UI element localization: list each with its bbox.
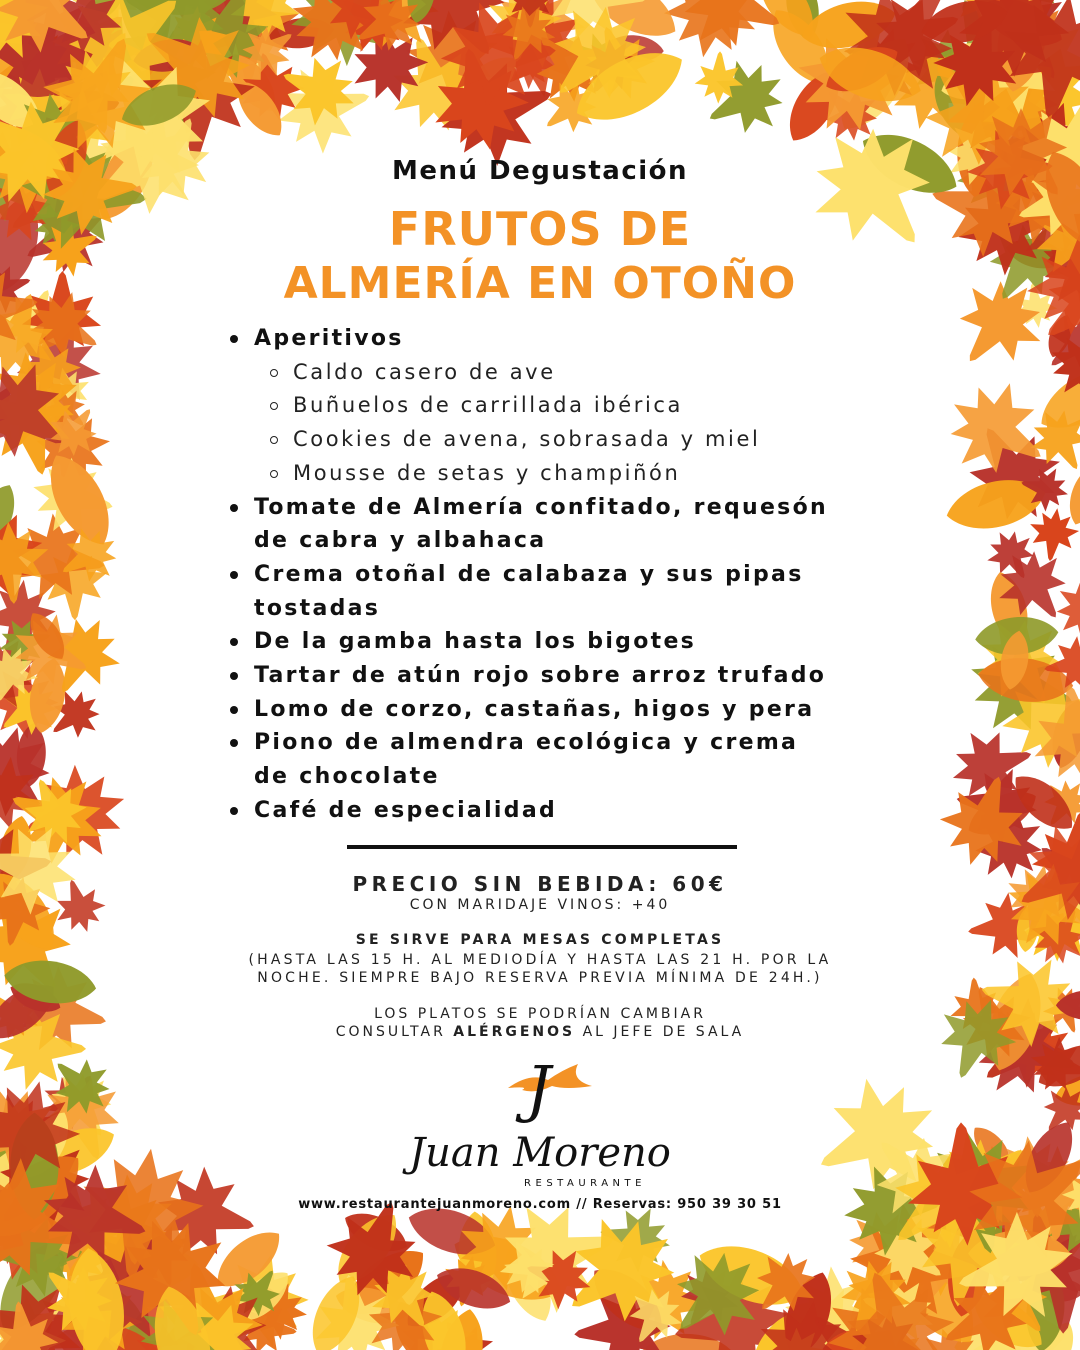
- sub-bullet-icon: [270, 402, 278, 410]
- aperitivo-label: Buñuelos de carrillada ibérica: [293, 393, 684, 418]
- aperitivo-item: [230, 423, 880, 457]
- dish-line: Lomo de corzo, castañas, higos y pera: [254, 696, 815, 722]
- bullet-icon: [230, 706, 238, 714]
- allergens-note: [0, 1024, 1080, 1040]
- menu-title-line2: ALMERÍA EN OTOÑO: [283, 258, 797, 309]
- allergens-word: ALÉRGENOS: [453, 1024, 576, 1040]
- menu-item-dish: [230, 625, 880, 659]
- aperitivo-item: [230, 356, 880, 390]
- restaurant-logo-icon: [500, 1050, 600, 1125]
- restaurant-name: Juan Moreno: [409, 1130, 671, 1176]
- aperitivo-label: Mousse de setas y champiñón: [293, 460, 681, 485]
- restaurant-subtitle: RESTAURANTE: [524, 1178, 646, 1189]
- service-title: SE SIRVE PARA MESAS COMPLETAS: [355, 932, 725, 948]
- bullet-icon: [230, 739, 238, 747]
- bullet-icon: [230, 571, 238, 579]
- divider: [347, 845, 737, 849]
- aperitivo-label: Caldo casero de ave: [293, 359, 556, 384]
- allergens-suffix: AL JEFE DE SALA: [582, 1024, 745, 1040]
- dish-line: Crema otoñal de calabaza y sus pipas: [254, 561, 804, 587]
- menu-item-label: Aperitivos: [254, 326, 404, 351]
- menu-item-dish: [230, 794, 880, 828]
- service-hours-line2: NOCHE. SIEMPRE BAJO RESERVA PREVIA MÍNIMA DE 24H.): [257, 970, 823, 986]
- menu-item-aperitivos: [230, 322, 880, 356]
- menu-item-dish: [230, 558, 880, 625]
- bullet-icon: [230, 335, 238, 343]
- dish-line: de cabra y albahaca: [254, 528, 547, 554]
- dish-changes-note: LOS PLATOS SE PODRÍAN CAMBIAR: [374, 1006, 706, 1022]
- wine-pairing-text: CON MARIDAJE VINOS: +40: [409, 897, 671, 913]
- bullet-icon: [230, 638, 238, 646]
- aperitivo-label: Cookies de avena, sobrasada y miel: [293, 427, 761, 452]
- service-hours-line1: (HASTA LAS 15 H. AL MEDIODÍA Y HASTA LAS 21 H. POR LA: [248, 952, 832, 968]
- allergens-prefix: CONSULTAR: [335, 1024, 446, 1040]
- price-text: PRECIO SIN BEBIDA: 60€: [352, 872, 728, 896]
- dish-line: tostadas: [254, 595, 381, 621]
- dish-line: Piono de almendra ecológica y crema: [254, 730, 799, 756]
- footer-contact[interactable]: www.restaurantejuanmoreno.com // Reservas: 950 39 30 51: [298, 1197, 782, 1212]
- dish-line: De la gamba hasta los bigotes: [254, 629, 697, 655]
- menu-item-dish: [230, 659, 880, 693]
- menu-item-dish: [230, 693, 880, 727]
- menu-item-dish: [230, 726, 880, 793]
- aperitivo-item: [230, 457, 880, 491]
- menu-list: [230, 322, 880, 828]
- dish-line: Tartar de atún rojo sobre arroz trufado: [254, 663, 827, 689]
- dish-line: Café de especialidad: [254, 797, 558, 823]
- logo-letter: J: [526, 1052, 551, 1125]
- aperitivo-item: [230, 389, 880, 423]
- sub-bullet-icon: [270, 436, 278, 444]
- bullet-icon: [230, 807, 238, 815]
- sub-bullet-icon: [270, 470, 278, 478]
- dish-line: Tomate de Almería confitado, requesón: [254, 494, 828, 520]
- menu-subtitle: Menú Degustación: [391, 156, 689, 186]
- bullet-icon: [230, 504, 238, 512]
- bullet-icon: [230, 672, 238, 680]
- dish-line: de chocolate: [254, 764, 440, 790]
- menu-item-dish: [230, 491, 880, 558]
- menu-title-line1: FRUTOS DE: [388, 202, 692, 256]
- sub-bullet-icon: [270, 369, 278, 377]
